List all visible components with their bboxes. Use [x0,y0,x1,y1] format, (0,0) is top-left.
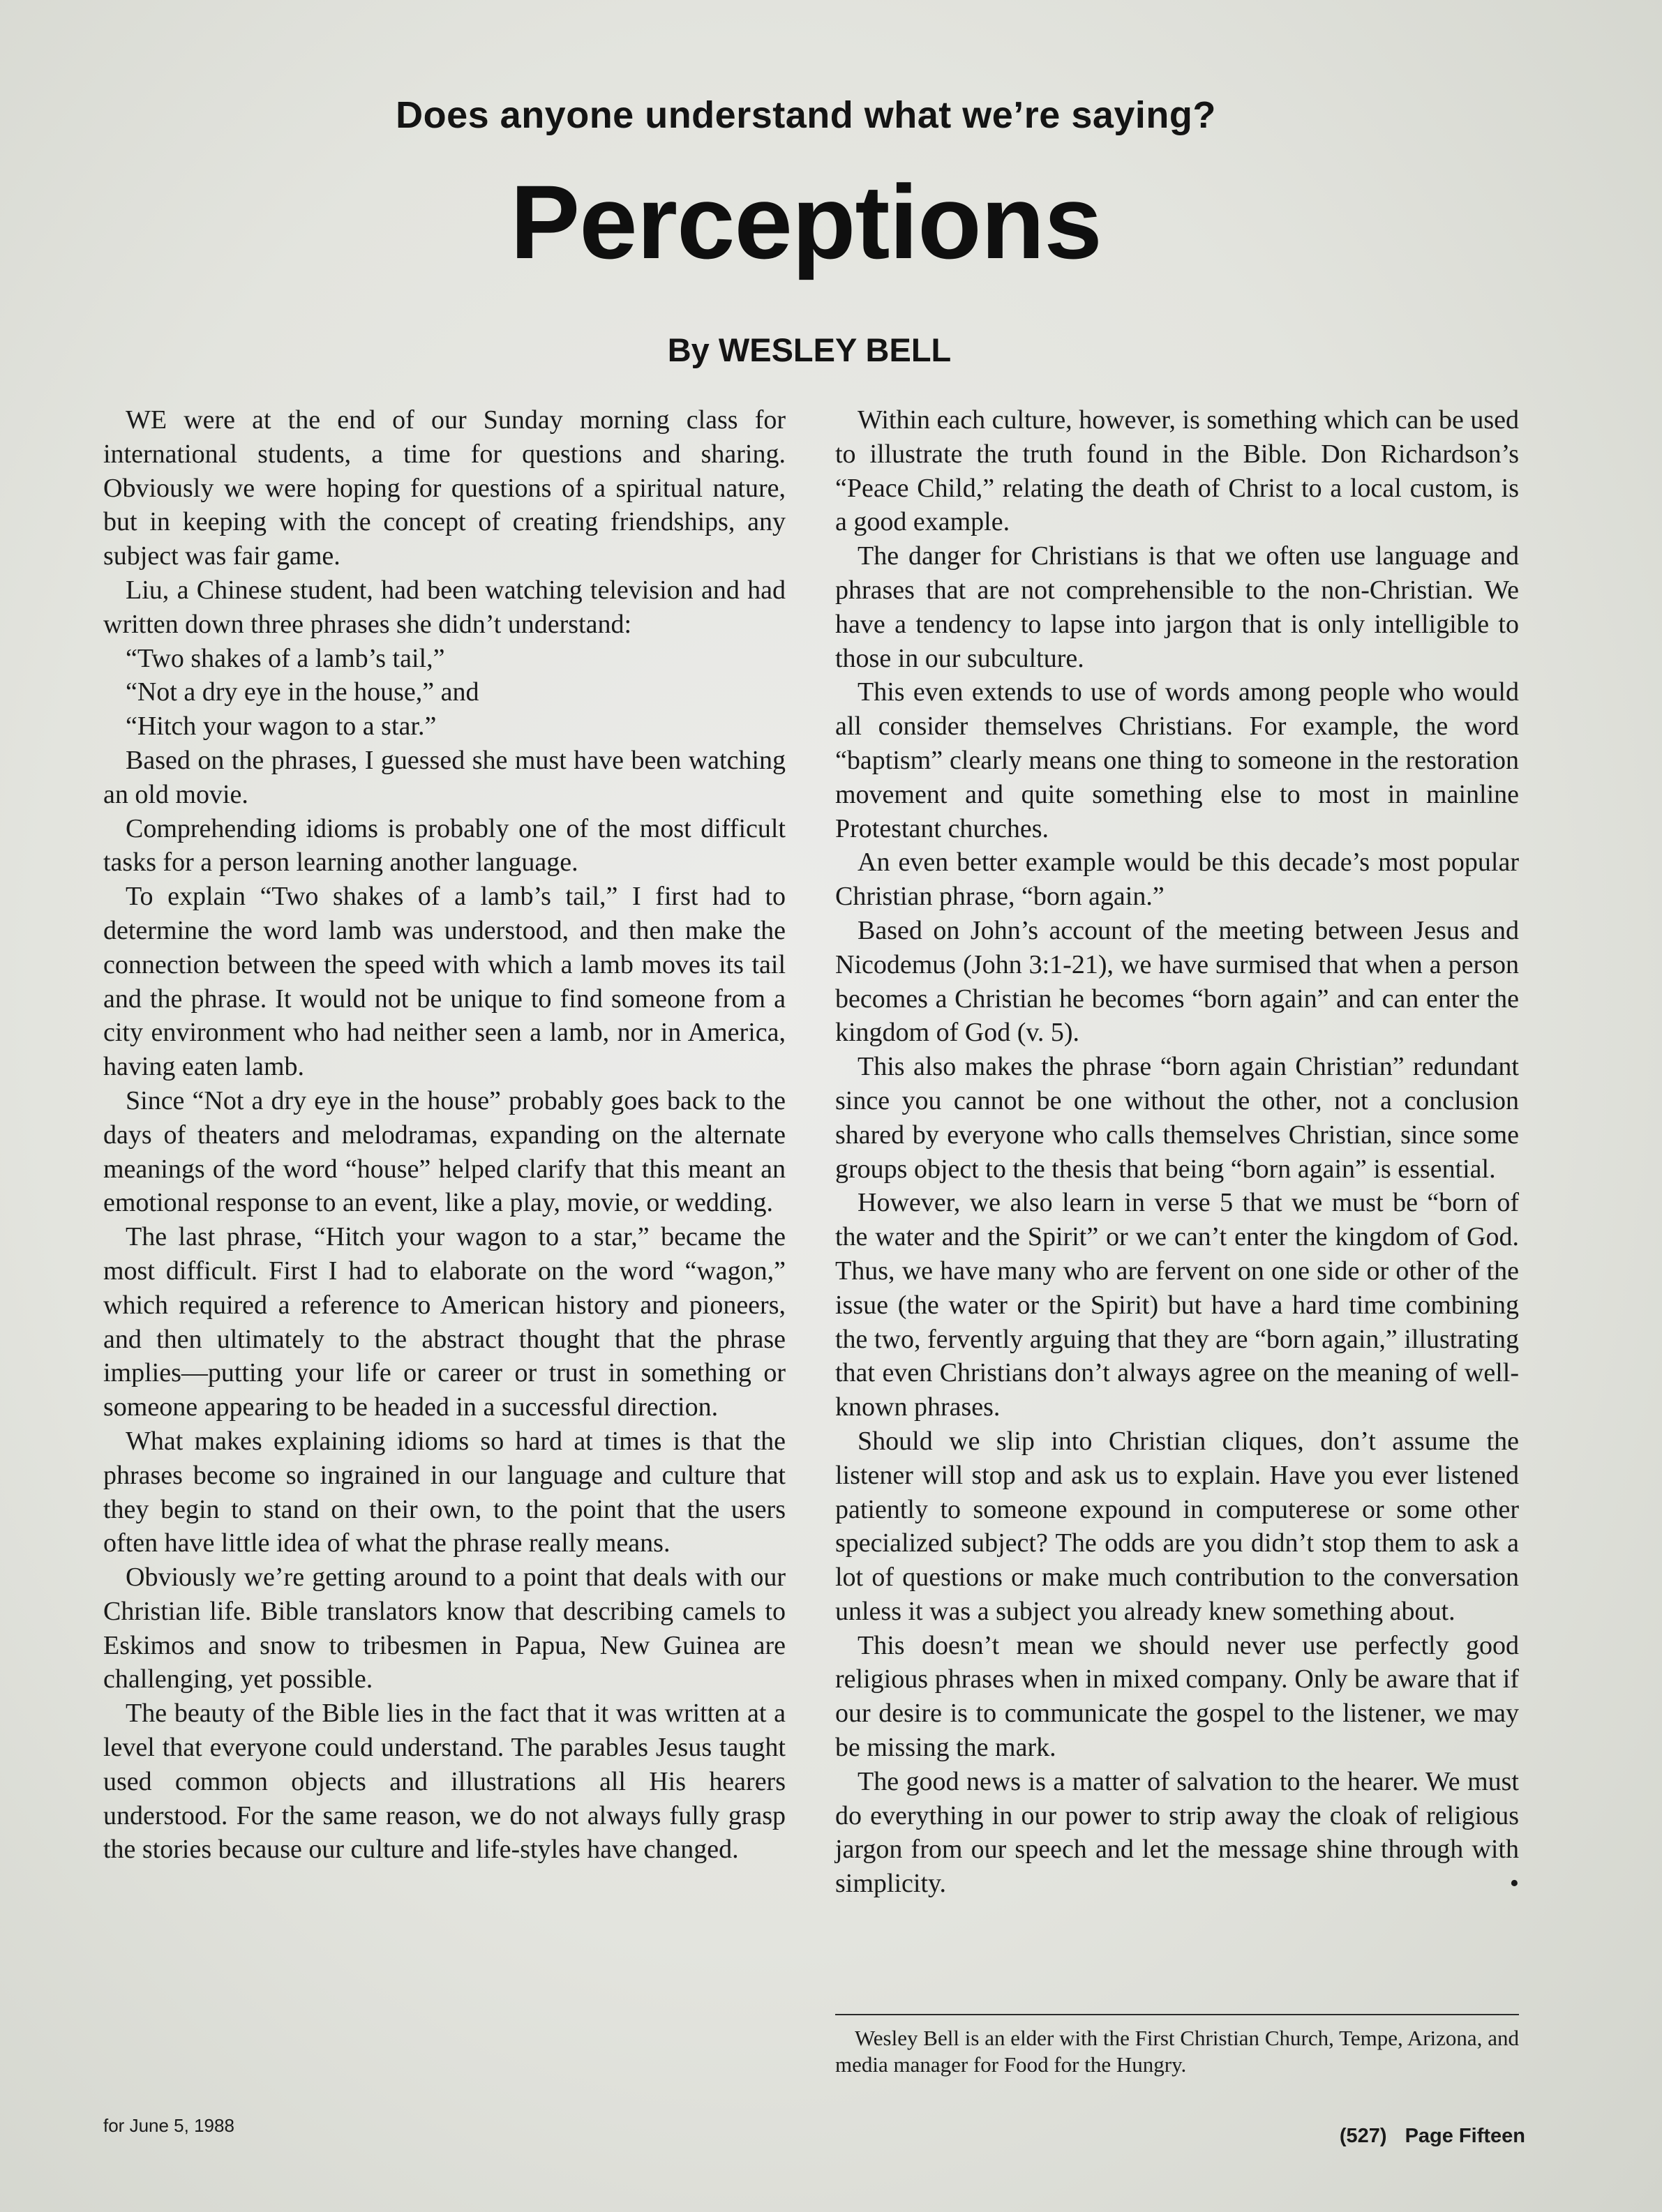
page-number: Page Fifteen [1405,2125,1525,2147]
paragraph: Based on John’s account of the meeting between Jesus and Nicodemus (John 3:1-21), we have surmised that when a person becomes a Christian he becomes “born again” and can enter the kingdom of God (v. 5). [835,915,1519,1048]
author-bio-text: Wesley Bell is an elder with the First Christian Church, Tempe, Arizona, and media manager for Food for the Hungry. [835,2026,1519,2077]
end-mark-icon: • [1509,1869,1519,1899]
page-code: (527) [1339,2125,1387,2147]
paragraph: WE were at the end of our Sunday morning class for international students, a time for questions and sharing. Obviously we were hoping for questions of a spiritual nature, but in keeping with the concept of creating friendships, any subject was fair game. [103,405,786,571]
paragraph: Since “Not a dry eye in the house” probably goes back to the days of theaters and melodramas, expanding on the alternate meanings of the word “house” helped clarify that this meant an emotional response to an event, like a play, movie, or wedding. [103,1085,786,1218]
quoted-phrase: “Not a dry eye in the house,” and [126,677,479,707]
paragraph: The last phrase, “Hitch your wagon to a star,” became the most difficult. First I had to elaborate on the word “wagon,” which required a reference to American history and pioneers, and then ultimately to the abstract thought that the phrase implies—putting your life or career or trust in something or someone appearing to be headed in a successful direction. [103,1222,786,1422]
paragraph: Based on the phrases, I guessed she must have been watching an old movie. [103,745,786,809]
paragraph: This even extends to use of words among people who would all consider themselves Christians. For example, the word “baptism” clearly means one thing to someone in the restoration movement and quite something else to most in mainline Protestant churches. [835,677,1519,843]
issue-date: for June 5, 1988 [103,2115,234,2136]
paragraph: This also makes the phrase “born again Christian” redundant since you cannot be one without the other, not a conclusion shared by everyone who calls themselves Christian, since some groups object to the thesis that being “born again” is essential. [835,1052,1519,1184]
author-bio [835,2014,1519,2078]
paragraph: Should we slip into Christian cliques, don’t assume the listener will stop and ask us to explain. Have you ever listened patiently to someone expound in computerese or some other specialized subject? The odds are you didn’t stop them to ask a lot of questions or make much contribution to the conversation unless it was a subject you already knew something about. [835,1426,1519,1626]
paragraph: Within each culture, however, is something which can be used to illustrate the truth found in the Bible. Don Richardson’s “Peace Child,” relating the death of Christ to a local custom, is a good example. [835,405,1519,537]
paragraph: Obviously we’re getting around to a point that deals with our Christian life. Bible translators know that describing camels to Eskimos and snow to tribesmen in Papua, New Guinea are challenging, yet possible. [103,1563,786,1694]
paragraph: An even better example would be this decade’s most popular Christian phrase, “born again.” [835,848,1519,912]
article-kicker: Does anyone understand what we’re saying? [396,94,1216,136]
quoted-phrase: “Two shakes of a lamb’s tail,” [126,643,445,673]
final-paragraph-text: The good news is a matter of salvation to the hearer. We must do everything in our power to strip away the cloak of religious jargon from our speech and let the message shine through with simplicity. [835,1766,1519,1899]
quoted-phrase: “Hitch your wagon to a star.” [126,712,437,742]
article-title: Perceptions [510,163,1102,280]
paragraph: Liu, a Chinese student, had been watching television and had written down three phrases she didn’t understand: [103,575,786,639]
paragraph: The beauty of the Bible lies in the fact that it was written at a level that everyone could understand. The parables Jesus taught used common objects and illustrations all His hearers understood. For the same reason, we do not always fully grasp the stories because our culture and life-styles have changed. [103,1699,786,1865]
paragraph: However, we also learn in verse 5 that we must be “born of the water and the Spirit” or we can’t enter the kingdom of God. Thus, we have many who are fervent on one side or other of the issue (the water or the Spirit) but have a hard time combining the two, fervently arguing that they are “born again,” illustrating that even Christians don’t always agree on the meaning of well-known phrases. [835,1188,1519,1422]
left-column [103,403,786,1867]
paragraph: What makes explaining idioms so hard at times is that the phrases become so ingrained in our language and culture that they begin to stand on their own, to the point that the users often have little idea of what the phrase really means. [103,1426,786,1558]
page-footer [1340,2125,1525,2148]
paragraph: To explain “Two shakes of a lamb’s tail,” I first had to determine the word lamb was understood, and then make the connection between the speed with which a lamb moves its tail and the phrase. It would not be unique to find someone from a city environment who had neither seen a lamb, nor in America, having eaten lamb. [103,882,786,1082]
article-byline: By WESLEY BELL [667,331,952,368]
paragraph: Comprehending idioms is probably one of the most difficult tasks for a person learning another language. [103,813,786,878]
final-paragraph [835,1765,1519,1901]
right-column [835,403,1519,1901]
paragraph: This doesn’t mean we should never use perfectly good religious phrases when in mixed company. Only be aware that if our desire is to communicate the gospel to the listener, we may be missing the mark. [835,1630,1519,1763]
paragraph: The danger for Christians is that we often use language and phrases that are not comprehensible to the non-Christian. We have a tendency to lapse into jargon that is only intelligible to those in our subculture. [835,541,1519,673]
